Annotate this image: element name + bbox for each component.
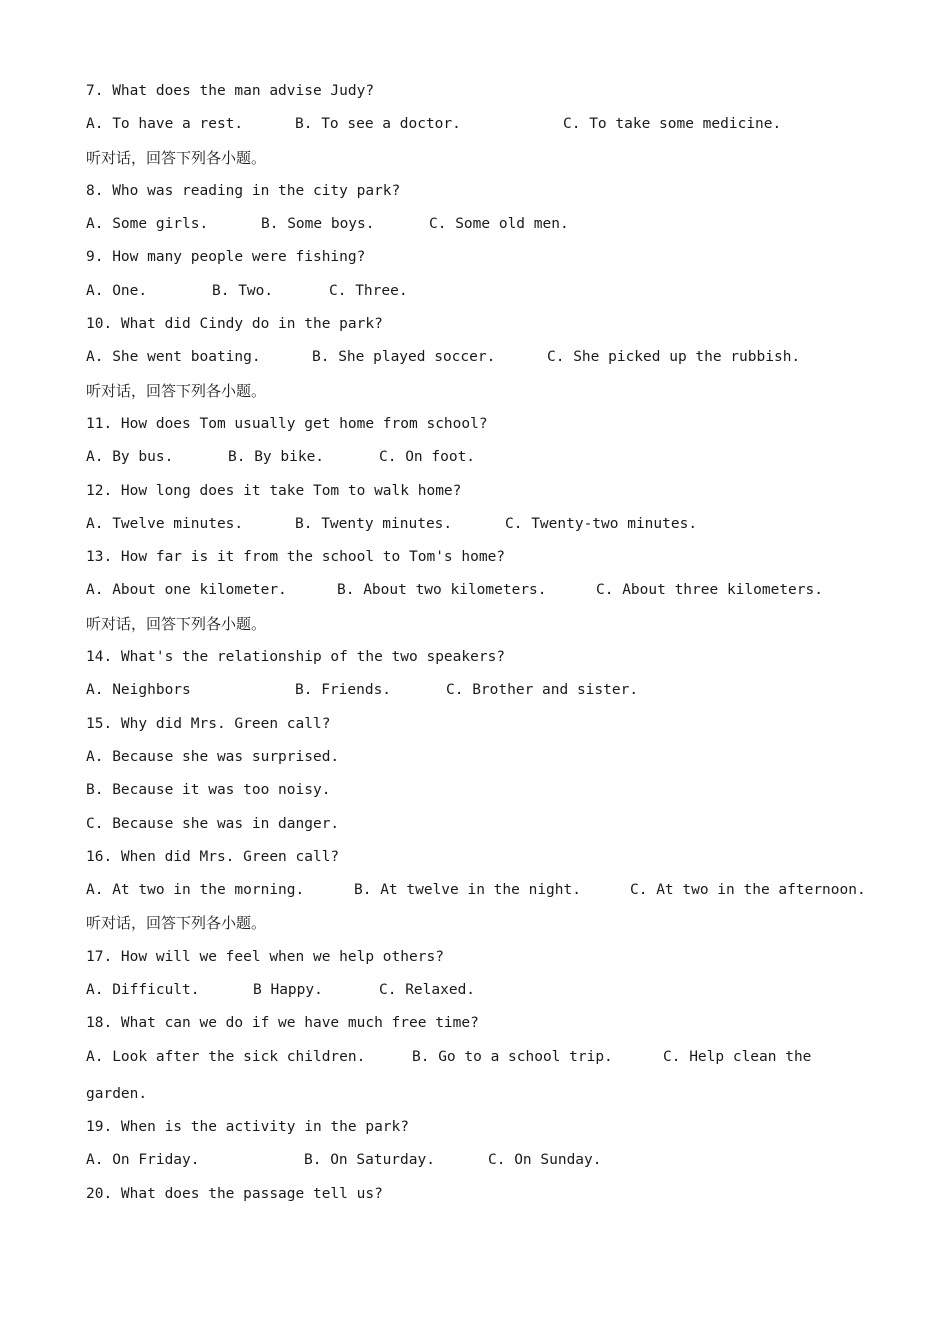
question-14 xyxy=(86,645,886,678)
question-12 xyxy=(86,479,886,512)
section-instruction: 听对话，回答下列各小题。 xyxy=(86,148,267,167)
option-c: C. Brother and sister. xyxy=(446,682,639,699)
question-text: 16. When did Mrs. Green call? xyxy=(86,848,340,865)
options-17 xyxy=(86,978,886,1011)
option-b: B Happy. xyxy=(253,982,323,999)
option-b: B. To see a doctor. xyxy=(295,116,461,133)
question-text: 15. Why did Mrs. Green call? xyxy=(86,715,331,732)
option-b: B. Because it was too noisy. xyxy=(86,782,331,799)
question-text: 10. What did Cindy do in the park? xyxy=(86,316,383,333)
question-text: 20. What does the passage tell us? xyxy=(86,1185,383,1202)
options-8 xyxy=(86,212,886,245)
question-text: 7. What does the man advise Judy? xyxy=(86,83,375,99)
option-c: C. Some old men. xyxy=(429,216,569,233)
options-10 xyxy=(86,345,886,378)
option-c: C. She picked up the rubbish. xyxy=(547,349,801,366)
option-a: A. About one kilometer. xyxy=(86,582,287,599)
option-a: A. Difficult. xyxy=(86,982,200,999)
question-text: 13. How far is it from the school to Tom's home? xyxy=(86,549,506,566)
options-16 xyxy=(86,878,886,911)
option-c: C. About three kilometers. xyxy=(596,582,823,599)
option-c: C. Twenty-two minutes. xyxy=(505,515,698,532)
question-8 xyxy=(86,179,886,212)
options-12 xyxy=(86,512,886,545)
worksheet-page xyxy=(86,79,886,1215)
question-text: 18. What can we do if we have much free time? xyxy=(86,1015,479,1032)
question-7 xyxy=(86,79,886,112)
question-16 xyxy=(86,845,886,878)
question-10 xyxy=(86,312,886,345)
options-13 xyxy=(86,578,886,611)
question-18 xyxy=(86,1011,886,1044)
option-b: B. On Saturday. xyxy=(304,1152,435,1169)
option-b: B. Go to a school trip. xyxy=(412,1048,613,1065)
question-17 xyxy=(86,945,886,978)
section-instruction: 听对话，回答下列各小题。 xyxy=(86,914,267,933)
section-instruction: 听对话，回答下列各小题。 xyxy=(86,381,267,400)
option-b: B. About two kilometers. xyxy=(337,582,547,599)
question-text: 12. How long does it take Tom to walk home? xyxy=(86,482,462,499)
option-b: B. Two. xyxy=(212,282,274,299)
options-9 xyxy=(86,279,886,312)
question-text: 19. When is the activity in the park? xyxy=(86,1118,410,1135)
option-a: A. Look after the sick children. xyxy=(86,1048,366,1065)
option-c: C. Because she was in danger. xyxy=(86,815,340,832)
options-18 xyxy=(86,1045,886,1082)
option-a: A. On Friday. xyxy=(86,1152,200,1169)
question-11 xyxy=(86,412,886,445)
option-b: B. She played soccer. xyxy=(312,349,496,366)
option-b: B. By bike. xyxy=(228,449,325,466)
question-13 xyxy=(86,545,886,578)
option-c-continued: garden. xyxy=(86,1085,148,1102)
option-a: A. One. xyxy=(86,282,148,299)
option-a: A. By bus. xyxy=(86,449,174,466)
question-text: 14. What's the relationship of the two speakers? xyxy=(86,649,506,666)
options-7 xyxy=(86,112,886,145)
question-19 xyxy=(86,1115,886,1148)
option-a: A. Neighbors xyxy=(86,682,191,699)
question-text: 11. How does Tom usually get home from school? xyxy=(86,415,488,432)
section-instruction: 听对话，回答下列各小题。 xyxy=(86,614,267,633)
option-c: C. Help clean the xyxy=(663,1048,812,1065)
option-a: A. Twelve minutes. xyxy=(86,515,244,532)
option-c: C. Three. xyxy=(329,282,408,299)
option-a: A. At two in the morning. xyxy=(86,882,305,899)
question-text: 17. How will we feel when we help others? xyxy=(86,948,444,965)
option-c: C. On foot. xyxy=(379,449,476,466)
option-a: A. Some girls. xyxy=(86,216,209,233)
option-c: C. Relaxed. xyxy=(379,982,476,999)
option-a: A. Because she was surprised. xyxy=(86,748,340,765)
option-b: B. Twenty minutes. xyxy=(295,515,453,532)
option-b: B. Friends. xyxy=(295,682,392,699)
option-a: A. To have a rest. xyxy=(86,116,244,133)
question-9 xyxy=(86,245,886,278)
question-text: 9. How many people were fishing? xyxy=(86,249,366,266)
options-19 xyxy=(86,1148,886,1181)
option-c: C. To take some medicine. xyxy=(563,116,782,133)
option-b: B. At twelve in the night. xyxy=(354,882,581,899)
question-20 xyxy=(86,1182,886,1215)
option-b: B. Some boys. xyxy=(261,216,375,233)
question-15 xyxy=(86,712,886,745)
option-c: C. At two in the afternoon. xyxy=(630,882,866,899)
option-a: A. She went boating. xyxy=(86,349,261,366)
option-c: C. On Sunday. xyxy=(488,1152,602,1169)
options-14 xyxy=(86,678,886,711)
options-11 xyxy=(86,445,886,478)
question-text: 8. Who was reading in the city park? xyxy=(86,182,401,199)
